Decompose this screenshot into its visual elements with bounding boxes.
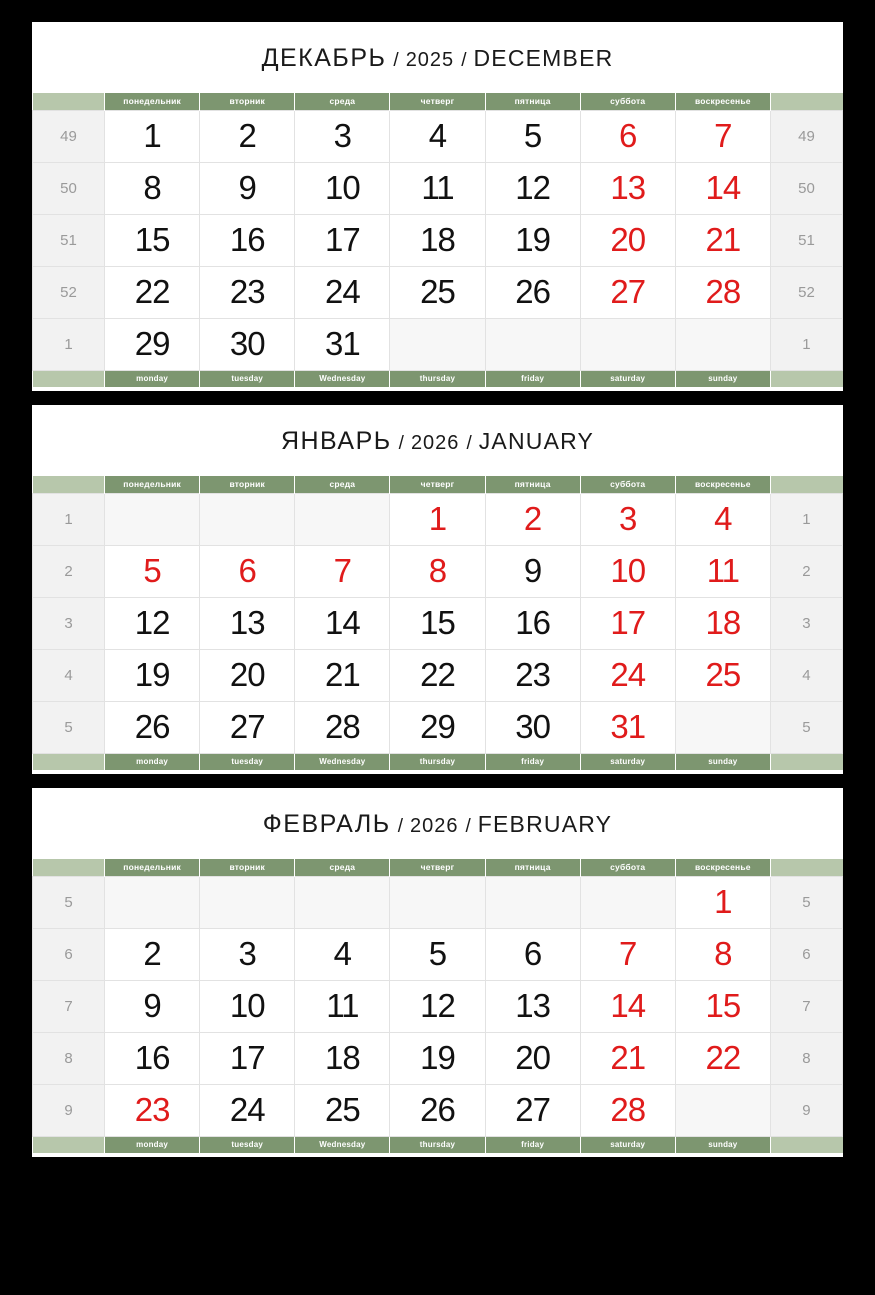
day-cell[interactable]: 3: [200, 928, 295, 980]
month-name-en: FEBRUARY: [477, 811, 613, 837]
week-number: 52: [33, 266, 105, 318]
week-number: 6: [33, 928, 105, 980]
day-cell[interactable]: 10: [580, 545, 675, 597]
day-cell[interactable]: 15: [390, 597, 485, 649]
day-cell[interactable]: 14: [675, 162, 770, 214]
empty-day-cell: [675, 701, 770, 753]
title-separator: /: [398, 433, 404, 454]
week-number: 8: [33, 1032, 105, 1084]
day-cell[interactable]: 15: [675, 980, 770, 1032]
day-cell[interactable]: 24: [200, 1084, 295, 1136]
day-cell[interactable]: 31: [295, 318, 390, 370]
day-cell[interactable]: 8: [390, 545, 485, 597]
week-col-footer: [770, 370, 842, 387]
week-row: [33, 266, 843, 318]
month-blocks-container: [32, 22, 843, 1157]
week-number: 2: [33, 545, 105, 597]
week-row: [33, 876, 843, 928]
day-cell[interactable]: 14: [295, 597, 390, 649]
day-name-en-1: tuesday: [200, 753, 295, 770]
month-year: 2026: [410, 432, 460, 454]
week-col-footer: [33, 753, 105, 770]
day-cell[interactable]: 17: [295, 214, 390, 266]
day-cell[interactable]: 11: [675, 545, 770, 597]
day-cell[interactable]: 5: [485, 110, 580, 162]
day-name-en-5: saturday: [580, 753, 675, 770]
day-cell[interactable]: 26: [390, 1084, 485, 1136]
month-name-ru: ЯНВАРЬ: [280, 427, 392, 455]
block-bottom-spacer: [32, 770, 843, 774]
week-row: [33, 980, 843, 1032]
day-name-en-0: monday: [105, 753, 200, 770]
day-names-row-en: [33, 1136, 843, 1153]
week-col-header: [770, 93, 842, 110]
month-year: 2026: [409, 815, 459, 837]
week-number: 9: [33, 1084, 105, 1136]
day-cell[interactable]: 4: [295, 928, 390, 980]
empty-day-cell: [295, 493, 390, 545]
day-cell[interactable]: 20: [485, 1032, 580, 1084]
day-cell[interactable]: 13: [485, 980, 580, 1032]
month-block: [32, 788, 843, 1157]
week-row: [33, 162, 843, 214]
week-number: 1: [770, 318, 842, 370]
week-number: 50: [770, 162, 842, 214]
day-cell[interactable]: 11: [390, 162, 485, 214]
day-name-ru-2: среда: [295, 93, 390, 110]
day-cell[interactable]: 6: [485, 928, 580, 980]
week-number: 3: [770, 597, 842, 649]
block-bottom-spacer: [32, 1153, 843, 1157]
day-cell[interactable]: 20: [200, 649, 295, 701]
month-block: [32, 405, 843, 774]
day-cell[interactable]: 18: [390, 214, 485, 266]
day-cell[interactable]: 16: [105, 1032, 200, 1084]
day-name-ru-4: пятница: [485, 476, 580, 493]
day-name-en-0: monday: [105, 1136, 200, 1153]
day-cell[interactable]: 4: [390, 110, 485, 162]
day-cell[interactable]: 19: [390, 1032, 485, 1084]
day-name-en-0: monday: [105, 370, 200, 387]
day-cell[interactable]: 21: [675, 214, 770, 266]
day-cell[interactable]: 6: [580, 110, 675, 162]
day-name-ru-6: воскресенье: [675, 93, 770, 110]
day-names-row-en: [33, 370, 843, 387]
day-cell[interactable]: 23: [200, 266, 295, 318]
day-cell[interactable]: 16: [200, 214, 295, 266]
day-names-row-ru: [33, 93, 843, 110]
week-number: 4: [770, 649, 842, 701]
week-row: [33, 493, 843, 545]
week-number: 4: [33, 649, 105, 701]
day-names-row-ru: [33, 859, 843, 876]
day-cell[interactable]: 9: [105, 980, 200, 1032]
week-number: 1: [33, 318, 105, 370]
day-cell[interactable]: 29: [105, 318, 200, 370]
day-cell[interactable]: 7: [580, 928, 675, 980]
week-number: 7: [770, 980, 842, 1032]
week-row: [33, 1032, 843, 1084]
empty-day-cell: [105, 493, 200, 545]
week-number: 5: [33, 701, 105, 753]
week-number: 1: [33, 493, 105, 545]
day-cell[interactable]: 22: [390, 649, 485, 701]
day-cell[interactable]: 9: [485, 545, 580, 597]
day-name-en-3: thursday: [390, 370, 485, 387]
week-number: 5: [33, 876, 105, 928]
day-cell[interactable]: 1: [675, 876, 770, 928]
title-separator: /: [465, 816, 471, 837]
day-name-ru-5: суббота: [580, 93, 675, 110]
day-name-en-1: tuesday: [200, 370, 295, 387]
day-name-ru-0: понедельник: [105, 476, 200, 493]
day-cell[interactable]: 2: [485, 493, 580, 545]
day-name-en-6: sunday: [675, 753, 770, 770]
day-cell[interactable]: 14: [580, 980, 675, 1032]
day-cell[interactable]: 2: [200, 110, 295, 162]
week-row: [33, 649, 843, 701]
week-col-footer: [770, 1136, 842, 1153]
day-name-ru-1: вторник: [200, 859, 295, 876]
day-name-ru-0: понедельник: [105, 93, 200, 110]
month-table: [32, 476, 843, 770]
day-cell[interactable]: 28: [295, 701, 390, 753]
day-name-ru-1: вторник: [200, 476, 295, 493]
month-table: [32, 859, 843, 1153]
day-name-en-6: sunday: [675, 1136, 770, 1153]
week-number: 7: [33, 980, 105, 1032]
week-number: 3: [33, 597, 105, 649]
day-cell[interactable]: 27: [200, 701, 295, 753]
month-name-ru: ФЕВРАЛЬ: [262, 810, 391, 838]
day-cell[interactable]: 5: [105, 545, 200, 597]
day-cell[interactable]: 19: [105, 649, 200, 701]
week-number: 5: [770, 876, 842, 928]
day-name-en-1: tuesday: [200, 1136, 295, 1153]
day-cell[interactable]: 26: [105, 701, 200, 753]
week-number: 52: [770, 266, 842, 318]
week-row: [33, 597, 843, 649]
day-cell[interactable]: 10: [295, 162, 390, 214]
day-cell[interactable]: 29: [390, 701, 485, 753]
week-col-footer: [33, 370, 105, 387]
day-name-ru-2: среда: [295, 476, 390, 493]
day-cell[interactable]: 18: [675, 597, 770, 649]
month-name-en: JANUARY: [478, 428, 595, 454]
month-name-en: DECEMBER: [473, 45, 614, 71]
week-row: [33, 214, 843, 266]
day-cell[interactable]: 25: [295, 1084, 390, 1136]
week-row: [33, 318, 843, 370]
week-col-footer: [33, 1136, 105, 1153]
day-cell[interactable]: 23: [485, 649, 580, 701]
month-title: [32, 788, 843, 859]
week-row: [33, 110, 843, 162]
week-col-header: [33, 476, 105, 493]
week-col-header: [33, 859, 105, 876]
day-name-en-4: friday: [485, 1136, 580, 1153]
day-cell[interactable]: 24: [295, 266, 390, 318]
month-block: [32, 22, 843, 391]
week-number: 49: [770, 110, 842, 162]
day-cell[interactable]: 17: [200, 1032, 295, 1084]
day-cell[interactable]: 19: [485, 214, 580, 266]
day-name-ru-5: суббота: [580, 859, 675, 876]
day-cell[interactable]: 11: [295, 980, 390, 1032]
day-cell[interactable]: 2: [105, 928, 200, 980]
day-cell[interactable]: 28: [580, 1084, 675, 1136]
empty-day-cell: [295, 876, 390, 928]
day-name-en-3: thursday: [390, 753, 485, 770]
week-row: [33, 1084, 843, 1136]
day-cell[interactable]: 30: [200, 318, 295, 370]
day-name-en-3: thursday: [390, 1136, 485, 1153]
day-cell[interactable]: 13: [200, 597, 295, 649]
day-name-ru-1: вторник: [200, 93, 295, 110]
day-cell[interactable]: 22: [675, 1032, 770, 1084]
day-cell[interactable]: 5: [390, 928, 485, 980]
day-cell[interactable]: 23: [105, 1084, 200, 1136]
title-separator: /: [461, 50, 467, 71]
empty-day-cell: [675, 318, 770, 370]
empty-day-cell: [675, 1084, 770, 1136]
day-name-ru-2: среда: [295, 859, 390, 876]
week-number: 51: [33, 214, 105, 266]
day-names-row-en: [33, 753, 843, 770]
day-cell[interactable]: 27: [485, 1084, 580, 1136]
day-cell[interactable]: 26: [485, 266, 580, 318]
empty-day-cell: [580, 318, 675, 370]
day-name-en-2: Wednesday: [295, 753, 390, 770]
block-bottom-spacer: [32, 387, 843, 391]
week-number: 9: [770, 1084, 842, 1136]
week-number: 2: [770, 545, 842, 597]
day-cell[interactable]: 21: [580, 1032, 675, 1084]
week-number: 6: [770, 928, 842, 980]
day-name-en-4: friday: [485, 370, 580, 387]
day-cell[interactable]: 6: [200, 545, 295, 597]
day-cell[interactable]: 21: [295, 649, 390, 701]
title-separator: /: [397, 816, 403, 837]
day-cell[interactable]: 7: [675, 110, 770, 162]
week-number: 49: [33, 110, 105, 162]
month-name-ru: ДЕКАБРЬ: [261, 44, 387, 72]
day-name-ru-3: четверг: [390, 93, 485, 110]
day-cell[interactable]: 31: [580, 701, 675, 753]
day-cell[interactable]: 27: [580, 266, 675, 318]
day-cell[interactable]: 24: [580, 649, 675, 701]
day-cell[interactable]: 12: [105, 597, 200, 649]
empty-day-cell: [485, 318, 580, 370]
day-names-row-ru: [33, 476, 843, 493]
day-name-ru-4: пятница: [485, 93, 580, 110]
empty-day-cell: [200, 876, 295, 928]
week-col-header: [770, 476, 842, 493]
empty-day-cell: [200, 493, 295, 545]
title-separator: /: [466, 433, 472, 454]
day-cell[interactable]: 8: [105, 162, 200, 214]
day-cell[interactable]: 22: [105, 266, 200, 318]
week-number: 1: [770, 493, 842, 545]
day-name-ru-6: воскресенье: [675, 476, 770, 493]
day-name-en-6: sunday: [675, 370, 770, 387]
day-cell[interactable]: 9: [200, 162, 295, 214]
day-name-en-2: Wednesday: [295, 1136, 390, 1153]
empty-day-cell: [390, 318, 485, 370]
day-cell[interactable]: 20: [580, 214, 675, 266]
day-cell[interactable]: 12: [485, 162, 580, 214]
week-row: [33, 701, 843, 753]
day-cell[interactable]: 28: [675, 266, 770, 318]
day-cell[interactable]: 1: [105, 110, 200, 162]
month-title: [32, 22, 843, 93]
day-name-en-2: Wednesday: [295, 370, 390, 387]
day-cell[interactable]: 18: [295, 1032, 390, 1084]
week-col-header: [770, 859, 842, 876]
week-col-footer: [770, 753, 842, 770]
week-number: 8: [770, 1032, 842, 1084]
empty-day-cell: [390, 876, 485, 928]
day-cell[interactable]: 30: [485, 701, 580, 753]
week-number: 5: [770, 701, 842, 753]
day-name-ru-3: четверг: [390, 476, 485, 493]
day-cell[interactable]: 3: [580, 493, 675, 545]
day-cell[interactable]: 7: [295, 545, 390, 597]
day-cell[interactable]: 4: [675, 493, 770, 545]
day-cell[interactable]: 1: [390, 493, 485, 545]
title-separator: /: [393, 50, 399, 71]
week-row: [33, 545, 843, 597]
day-cell[interactable]: 17: [580, 597, 675, 649]
day-cell[interactable]: 13: [580, 162, 675, 214]
empty-day-cell: [580, 876, 675, 928]
week-number: 51: [770, 214, 842, 266]
day-name-ru-4: пятница: [485, 859, 580, 876]
week-row: [33, 928, 843, 980]
week-number: 50: [33, 162, 105, 214]
day-name-en-4: friday: [485, 753, 580, 770]
empty-day-cell: [485, 876, 580, 928]
day-cell[interactable]: 16: [485, 597, 580, 649]
month-table: [32, 93, 843, 387]
day-name-en-5: saturday: [580, 370, 675, 387]
day-cell[interactable]: 10: [200, 980, 295, 1032]
day-cell[interactable]: 15: [105, 214, 200, 266]
day-cell[interactable]: 8: [675, 928, 770, 980]
day-name-ru-6: воскресенье: [675, 859, 770, 876]
day-name-ru-5: суббота: [580, 476, 675, 493]
day-name-ru-0: понедельник: [105, 859, 200, 876]
day-cell[interactable]: 25: [390, 266, 485, 318]
day-cell[interactable]: 12: [390, 980, 485, 1032]
week-col-header: [33, 93, 105, 110]
month-year: 2025: [405, 49, 455, 71]
day-cell[interactable]: 3: [295, 110, 390, 162]
empty-day-cell: [105, 876, 200, 928]
day-name-en-5: saturday: [580, 1136, 675, 1153]
day-name-ru-3: четверг: [390, 859, 485, 876]
day-cell[interactable]: 25: [675, 649, 770, 701]
month-title: [32, 405, 843, 476]
